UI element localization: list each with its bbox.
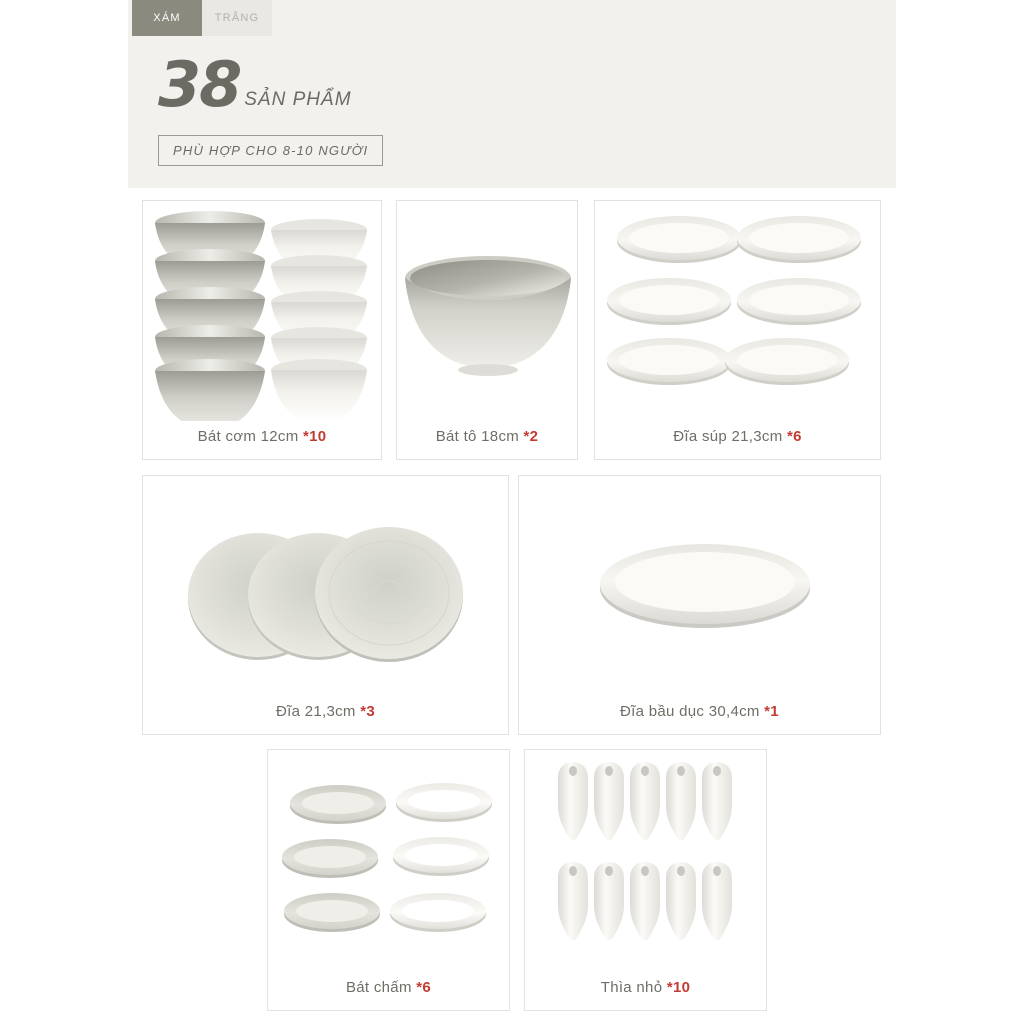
product-card-spoon[interactable]: [524, 749, 767, 1011]
product-card-rice-bowl[interactable]: [142, 200, 382, 460]
product-caption: [595, 428, 880, 459]
product-qty: *2: [523, 428, 539, 445]
product-name: Bát chấm: [345, 979, 412, 996]
plate-svg: [143, 476, 508, 696]
product-name: Thìa nhỏ: [600, 979, 663, 996]
tab-white-label: TRẮNG: [214, 12, 260, 24]
product-count: 38: [158, 48, 241, 121]
product-card-soup-dish[interactable]: [594, 200, 881, 460]
spoon-svg: [525, 750, 766, 972]
color-variant-tabs: [132, 0, 272, 36]
soup-dish-illustration: [595, 201, 880, 421]
product-name: Bát cơm 12cm: [197, 428, 299, 445]
product-name: Bát tô 18cm: [435, 428, 520, 445]
product-qty: *10: [666, 979, 691, 996]
dip-bowl-svg: [268, 750, 509, 972]
product-qty: *3: [360, 703, 375, 720]
product-count-row: [158, 48, 352, 121]
oval-plate-illustration: [519, 476, 880, 696]
oval-plate-svg: [519, 476, 880, 696]
product-qty: *6: [416, 979, 431, 996]
product-qty: *1: [764, 703, 779, 720]
tab-gray[interactable]: [132, 0, 202, 36]
product-caption: [143, 703, 508, 734]
tab-white[interactable]: [202, 0, 272, 36]
product-caption: [143, 428, 381, 459]
product-caption: [519, 703, 880, 734]
plate-illustration: [143, 476, 508, 696]
suitable-for-badge: PHÙ HỢP CHO 8-10 NGƯỜI: [158, 135, 383, 166]
product-name: Đĩa súp 21,3cm: [673, 428, 783, 445]
product-caption: [268, 979, 509, 1010]
rice-bowl-illustration: [143, 201, 381, 421]
product-count-label: SẢN PHẨM: [244, 88, 352, 110]
tab-gray-label: XÁM: [153, 12, 181, 24]
product-qty: *6: [786, 428, 802, 445]
product-caption: [525, 979, 766, 1010]
product-card-large-bowl[interactable]: [396, 200, 578, 460]
product-name: Đĩa 21,3cm: [276, 703, 356, 720]
spoon-illustration: [525, 750, 766, 972]
large-bowl-svg: [397, 201, 577, 421]
product-card-dip-bowl[interactable]: [267, 749, 510, 1011]
soup-dish-svg: [595, 201, 880, 421]
rice-bowl-svg: [143, 201, 381, 421]
product-card-plate[interactable]: [142, 475, 509, 735]
product-qty: *10: [303, 428, 327, 445]
product-name: Đĩa bầu dục 30,4cm: [620, 703, 760, 720]
product-card-oval-plate[interactable]: [518, 475, 881, 735]
large-bowl-illustration: [397, 201, 577, 421]
dip-bowl-illustration: [268, 750, 509, 972]
product-caption: [397, 428, 577, 459]
